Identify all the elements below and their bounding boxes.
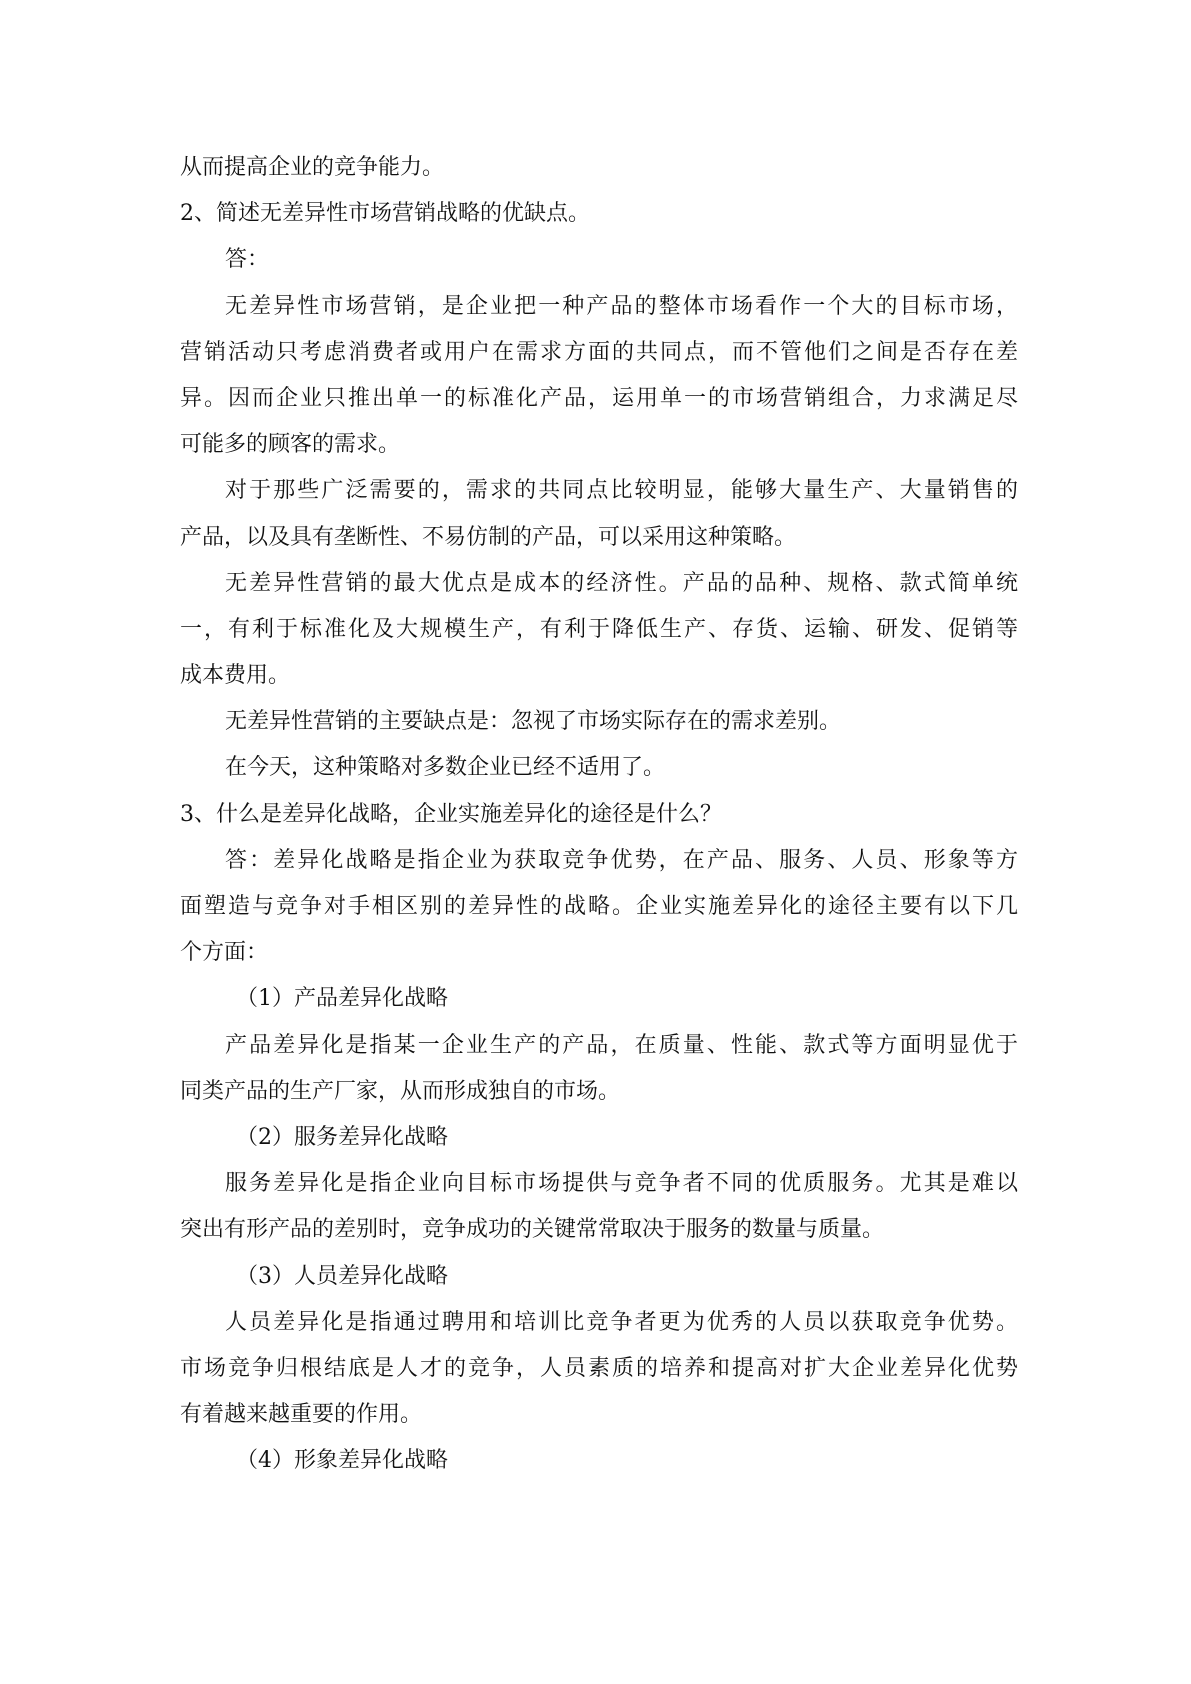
paragraph-line: 无差异性市场营销，是企业把一种产品的整体市场看作一个大的目标市场， [225,293,1018,319]
paragraph-line: 突出有形产品的差别时，竞争成功的关键常常取决于服务的数量与质量。 [180,1217,885,1243]
paragraph-line: 市场竞争归根结底是人才的竞争，人员素质的培养和提高对扩大企业差异化优势 [180,1355,1018,1381]
paragraph-line: 从而提高企业的竞争能力。 [180,155,445,180]
paragraph-line: 一，有利于标准化及大规模生产，有利于降低生产、存货、运输、研发、促销等 [180,616,1018,642]
paragraph-line: 答：差异化战略是指企业为获取竞争优势，在产品、服务、人员、形象等方 [225,847,1018,873]
paragraph-line: 产品差异化是指某一企业生产的产品，在质量、性能、款式等方面明显优于 [225,1032,1018,1058]
question-heading: 3、什么是差异化战略，企业实施差异化的途径是什么？ [180,801,722,827]
section-heading: （1）产品差异化战略 [236,986,448,1012]
answer-label: 答： [225,247,270,273]
paragraph-line: 营销活动只考虑消费者或用户在需求方面的共同点，而不管他们之间是否存在差 [180,339,1018,365]
paragraph-line: 无差异性营销的主要缺点是：忽视了市场实际存在的需求差别。 [225,709,842,735]
paragraph-line: 产品，以及具有垄断性、不易仿制的产品，可以采用这种策略。 [180,524,797,550]
paragraph-line: 对于那些广泛需要的，需求的共同点比较明显，能够大量生产、大量销售的 [225,478,1018,504]
paragraph-line: 同类产品的生产厂家，从而形成独自的市场。 [180,1078,621,1104]
paragraph-line: 面塑造与竞争对手相区别的差异性的战略。企业实施差异化的途径主要有以下几 [180,894,1018,919]
section-heading: （4）形象差异化战略 [236,1448,448,1474]
paragraph-line: 成本费用。 [180,663,291,689]
paragraph-line: 个方面： [180,940,269,966]
paragraph-line: 在今天，这种策略对多数企业已经不适用了。 [225,755,666,781]
question-heading: 2、简述无差异性市场营销战略的优缺点。 [180,201,590,227]
paragraph-line: 无差异性营销的最大优点是成本的经济性。产品的品种、规格、款式简单统 [225,570,1018,596]
section-heading: （2）服务差异化战略 [236,1124,448,1150]
paragraph-line: 有着越来越重要的作用。 [180,1402,423,1428]
paragraph-line: 可能多的顾客的需求。 [180,432,401,458]
paragraph-line: 人员差异化是指通过聘用和培训比竞争者更为优秀的人员以获取竞争优势。 [225,1309,1018,1335]
paragraph-line: 异。因而企业只推出单一的标准化产品，运用单一的市场营销组合，力求满足尽 [180,385,1018,411]
section-heading: （3）人员差异化战略 [236,1263,448,1289]
document-page [180,145,1018,1484]
paragraph-line: 服务差异化是指企业向目标市场提供与竞争者不同的优质服务。尤其是难以 [225,1171,1018,1197]
